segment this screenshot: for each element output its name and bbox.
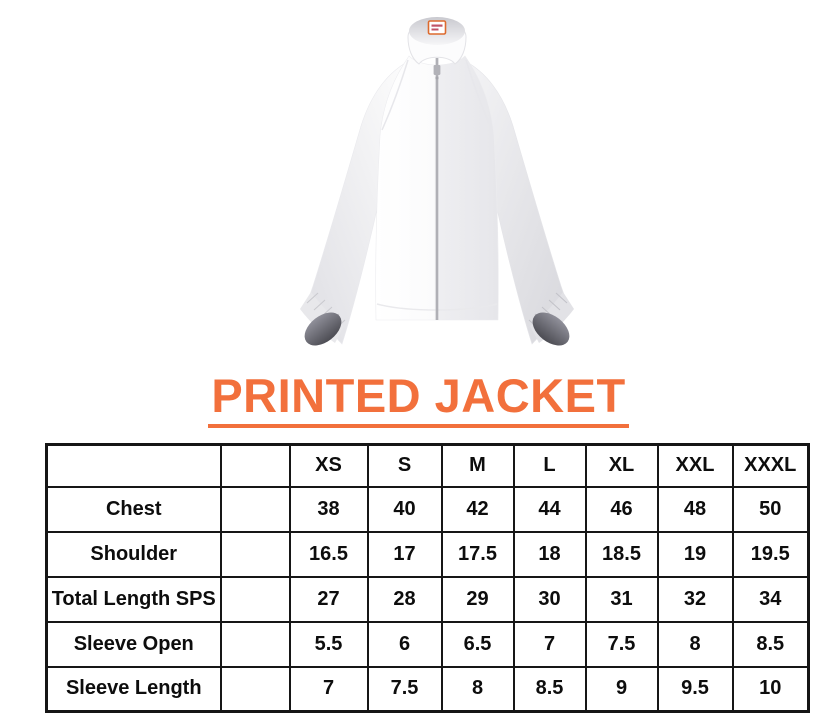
size-value-cell: 9.5 [658,667,733,712]
size-col-header-m: M [442,445,514,487]
zipper-slider [433,65,440,75]
jacket-image [287,4,587,349]
size-value-cell: 17 [368,532,442,577]
size-value-cell: 32 [658,577,733,622]
title-row [0,371,837,428]
size-value-cell: 9 [586,667,658,712]
size-value-cell: 8.5 [514,667,586,712]
size-value-cell: 7.5 [586,622,658,667]
tag-text-line-2 [431,29,438,31]
size-value-cell: 29 [442,577,514,622]
size-value-cell: 44 [514,487,586,532]
size-value-cell: 7.5 [368,667,442,712]
size-value-cell: 30 [514,577,586,622]
size-value-cell: 38 [290,487,368,532]
size-row-shoulder [47,532,809,577]
size-value-cell: 8.5 [733,622,809,667]
size-value-cell: 6.5 [442,622,514,667]
size-row-chest [47,487,809,532]
size-header-row [47,445,809,487]
size-value-cell: 42 [442,487,514,532]
size-value-cell: 28 [368,577,442,622]
size-col-header-xs: XS [290,445,368,487]
zipper-pull [435,76,438,79]
size-value-cell: 5.5 [290,622,368,667]
size-value-cell: 8 [442,667,514,712]
size-value-cell: 50 [733,487,809,532]
size-value-cell: 18.5 [586,532,658,577]
size-value-cell: 10 [733,667,809,712]
size-value-cell: 19.5 [733,532,809,577]
size-value-cell: 7 [290,667,368,712]
size-value-cell: 31 [586,577,658,622]
jacket-image-area [0,4,837,362]
size-value-cell: 6 [368,622,442,667]
collar-brand-tag [428,21,445,34]
size-row-sleeve-length [47,667,809,712]
size-value-cell: 7 [514,622,586,667]
size-value-cell: 27 [290,577,368,622]
size-value-cell: 17.5 [442,532,514,577]
size-col-header-s: S [368,445,442,487]
measurement-label: Shoulder [47,532,221,577]
spacer-cell [221,667,290,712]
size-value-cell: 48 [658,487,733,532]
header-label-cell [47,445,221,487]
spacer-cell [221,577,290,622]
size-value-cell: 34 [733,577,809,622]
spacer-cell [221,487,290,532]
size-chart-table [45,443,810,713]
tag-text-line-1 [431,25,442,27]
size-value-cell: 18 [514,532,586,577]
size-value-cell: 16.5 [290,532,368,577]
size-row-total-length [47,577,809,622]
size-value-cell: 8 [658,622,733,667]
spacer-cell [221,622,290,667]
size-value-cell: 46 [586,487,658,532]
size-value-cell: 19 [658,532,733,577]
page-title: PRINTED JACKET [208,371,628,428]
measurement-label: Chest [47,487,221,532]
size-col-header-xl: XL [586,445,658,487]
header-spacer-cell [221,445,290,487]
size-col-header-xxxl: XXXL [733,445,809,487]
size-col-header-l: L [514,445,586,487]
measurement-label: Sleeve Length [47,667,221,712]
size-row-sleeve-open [47,622,809,667]
measurement-label: Sleeve Open [47,622,221,667]
measurement-label: Total Length SPS [47,577,221,622]
spacer-cell [221,532,290,577]
size-value-cell: 40 [368,487,442,532]
size-col-header-xxl: XXL [658,445,733,487]
